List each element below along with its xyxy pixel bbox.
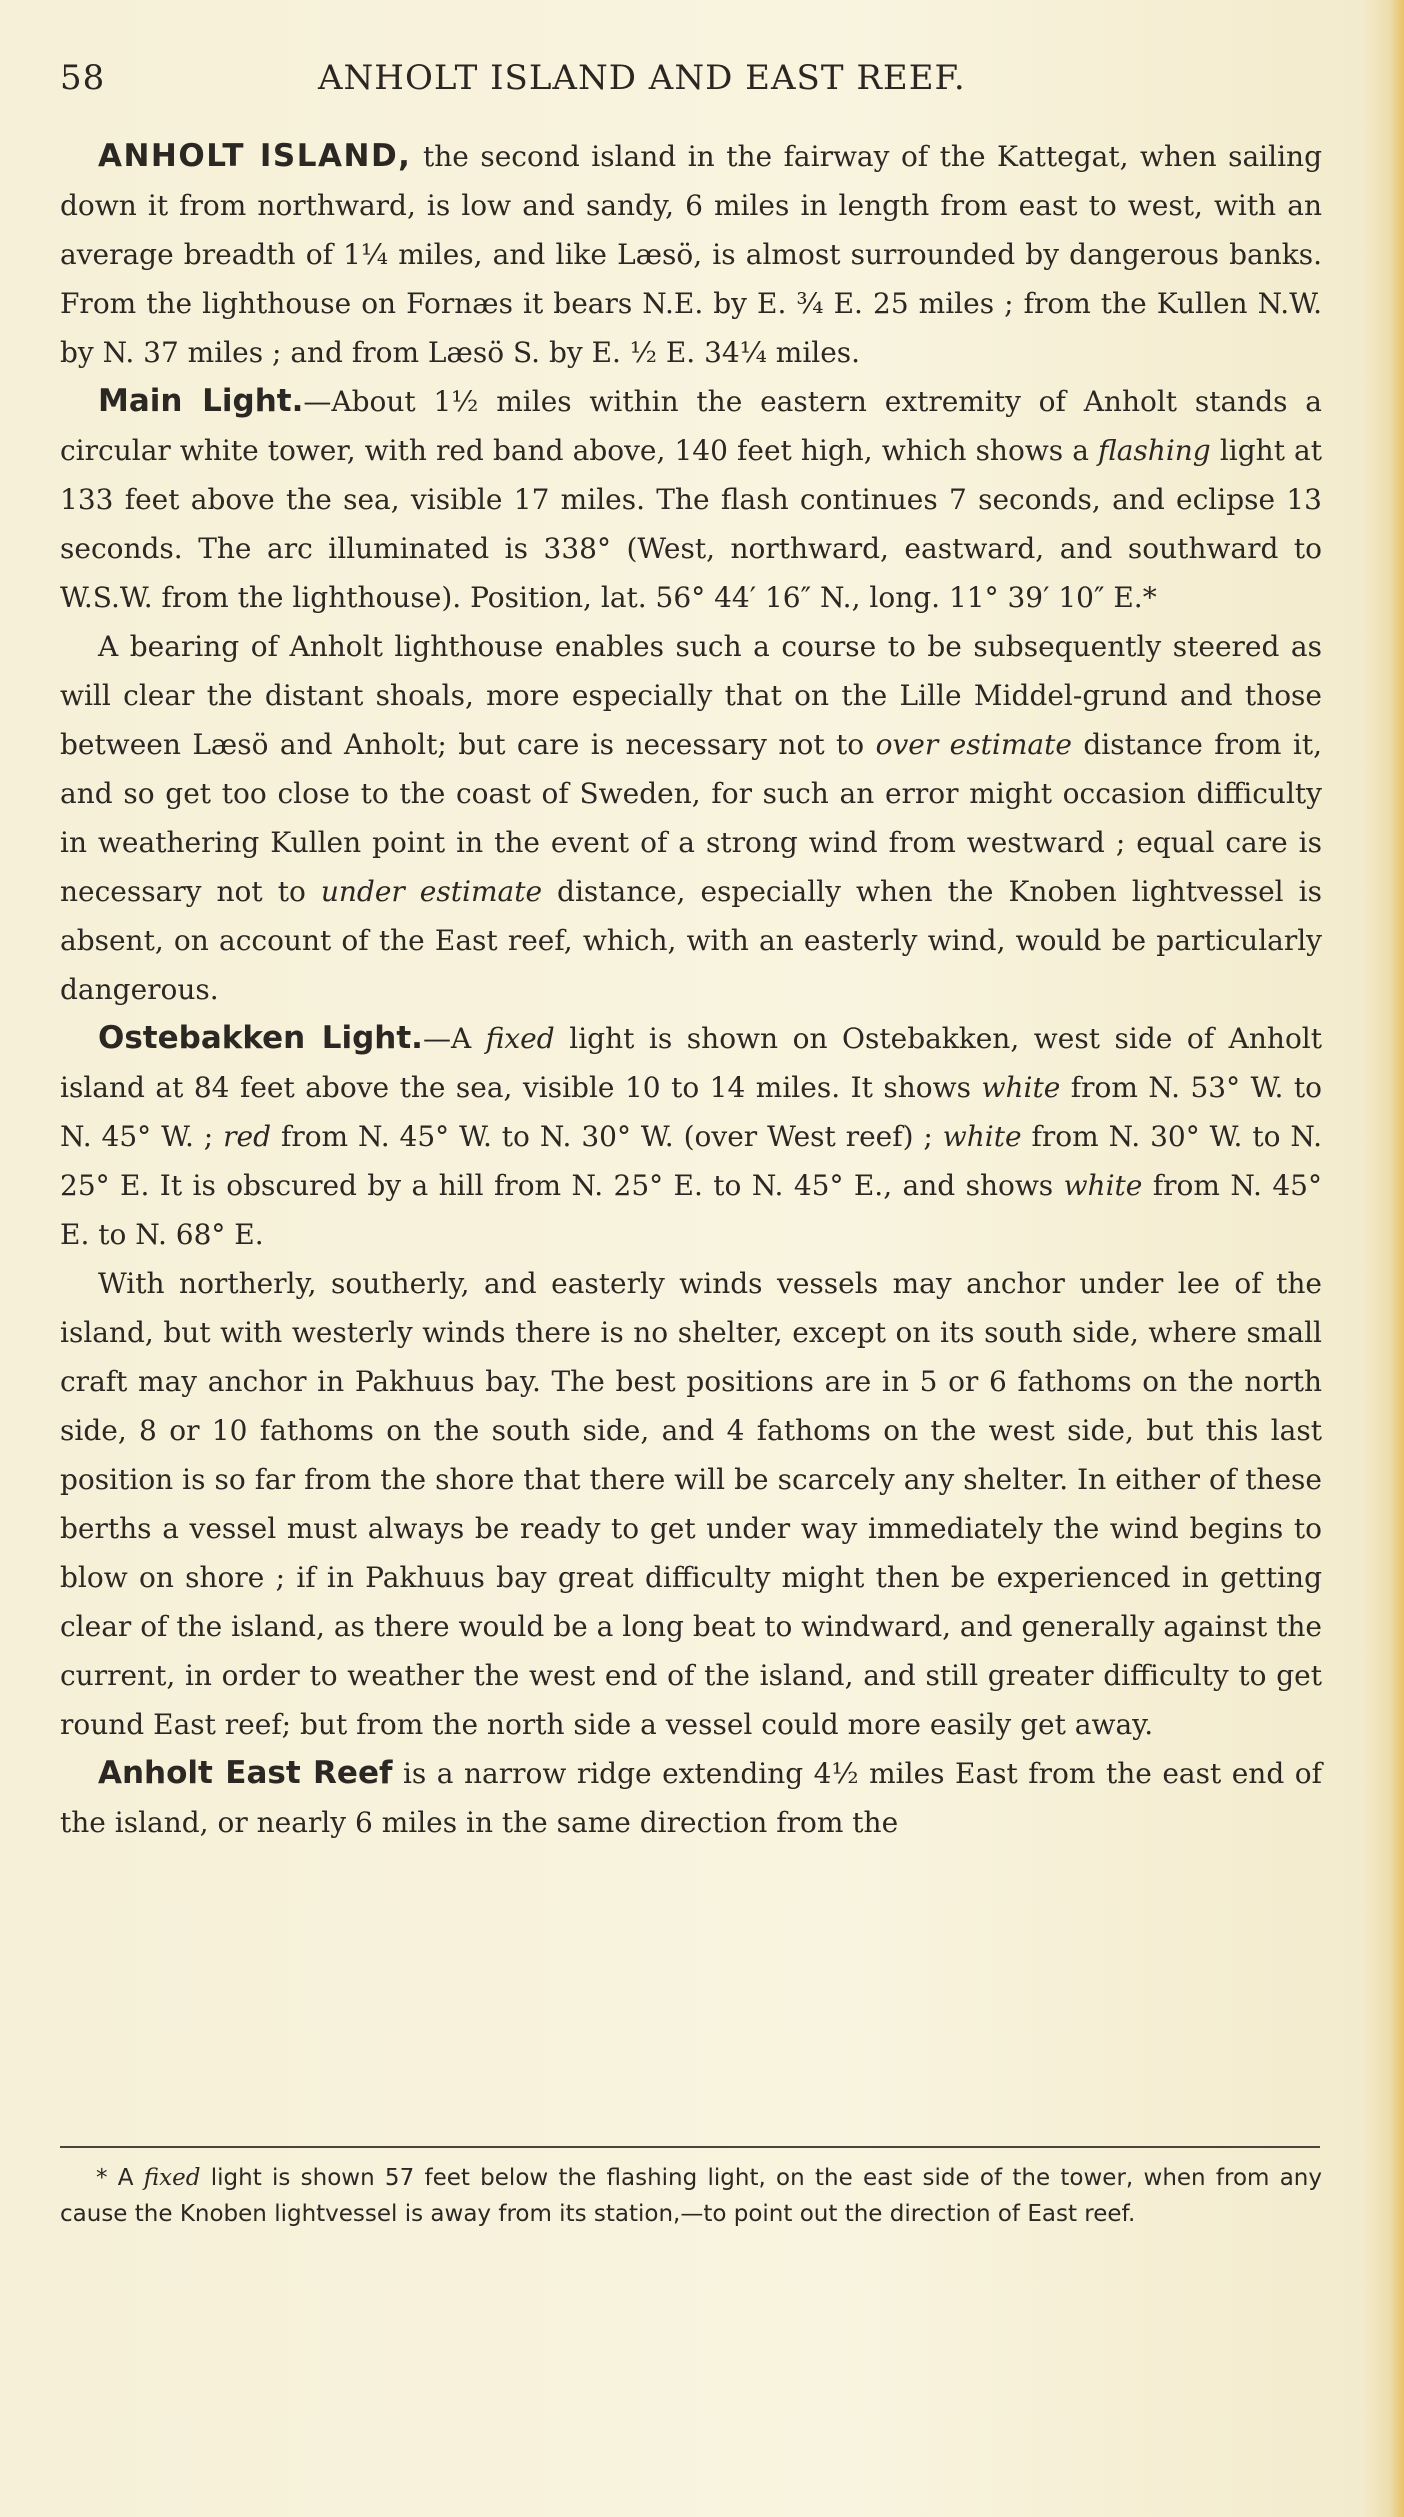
paragraph-text: With northerly, southerly, and easterly winds vessels may anchor under lee of the island, but with westerly winds there is no shelter, except on its south side, where small craft may anchor in Pakhuus bay. The best positions are in 5 or 6 fathoms on the north side, 8 or 10 fathoms on the south side, and 4 fathoms on the west side, but this last position is so far from the shore that there will be scarcely any shelter. In either of these berths a vessel must always be ready to get under way immediately the wind begins to blow on shore ; if in Pakhuus bay great difficulty might then be experienced in getting clear of the island, as there would be a long beat to windward, and generally against the current, in order to weather the west end of the island, and still greater difficulty to get round East reef; but from the north side a vessel could more easily get away. xyxy=(60,1267,1322,1741)
paragraph-text: from N. 45° E. to N. 68° E. xyxy=(60,1169,1322,1251)
paragraph-text: the second island in the fairway of the Kattegat, when sailing down it from northward, is low and sandy, 6 miles in length from east to west, with an average breadth of 1¼ miles, and like Læsö, is almost surrounded by dangerous banks. From the lighthouse on Fornæs it bears N.E. by E. ¾ E. 25 miles ; from the Kullen N.W. by N. 37 miles ; and from Læsö S. by E. ½ E. 34¼ miles. xyxy=(60,140,1322,369)
footnote-marker: * A xyxy=(96,2165,144,2191)
footnote-text: light is shown 57 feet below the flashing light, on the east side of the tower, when from any cause the Knoben lightvessel is away from its station,—to point out the direction of East reef. xyxy=(60,2165,1322,2227)
paragraph-text: distance, especially when the Knoben lightvessel is absent, on account of the East reef, which, with an easterly wind, would be particularly dangerous. xyxy=(60,875,1322,1006)
footnote-paragraph xyxy=(60,2160,1322,2232)
page-number: 58 xyxy=(60,58,106,98)
main-text xyxy=(60,132,1322,1847)
italic-term: white xyxy=(981,1071,1061,1104)
heading-anholt-island: ANHOLT ISLAND, xyxy=(98,138,412,174)
heading-ostebakken-light: Ostebakken Light. xyxy=(98,1020,423,1056)
paragraph-text: —About 1½ miles within the eastern extremity of Anholt stands a circular white tower, with red band above, 140 feet high, which shows a xyxy=(60,385,1322,467)
paragraph-text: A bearing of Anholt lighthouse enables such a course to be subsequently steered as will clear the distant shoals, more especially that on the Lille Middel-grund and those between Læsö and Anholt; but care is necessary not to xyxy=(60,630,1322,761)
paragraph-anchorage xyxy=(60,1259,1322,1749)
paragraph-main-light xyxy=(60,377,1322,622)
paragraph-bearing xyxy=(60,622,1322,1014)
italic-term: over estimate xyxy=(875,728,1072,761)
footnote-divider xyxy=(60,2146,1320,2148)
paragraph-text: —A xyxy=(422,1022,486,1055)
paragraph-ostebakken-light xyxy=(60,1014,1322,1259)
paragraph-text: light is shown on Ostebakken, west side of Anholt island at 84 feet above the sea, visible 10 to 14 miles. It shows xyxy=(60,1022,1323,1104)
italic-term: red xyxy=(223,1120,272,1153)
paragraph-text: from N. 45° W. to N. 30° W. (over West reef) ; xyxy=(271,1120,943,1153)
paragraph-text: distance from it, and so get too close to the coast of Sweden, for such an error might occasion difficulty in weathering Kullen point in the event of a strong wind from westward ; equal care is necessary not to xyxy=(60,728,1322,908)
italic-term: white xyxy=(1063,1169,1143,1202)
italic-term: white xyxy=(942,1120,1022,1153)
paragraph-text: from N. 30° W. to N. 25° E. It is obscured by a hill from N. 25° E. to N. 45° E., and shows xyxy=(60,1120,1322,1202)
paragraph-text: light at 133 feet above the sea, visible 17 miles. The flash continues 7 seconds, and eclipse 13 seconds. The arc illuminated is 338° (West, northward, eastward, and southward to W.S.W. from the lighthouse). Position, lat. 56° 44′ 16″ N., long. 11° 39′ 10″ E.* xyxy=(60,434,1322,614)
page-edge xyxy=(1390,0,1404,2517)
heading-main-light: Main Light. xyxy=(98,383,304,419)
italic-term: fixed xyxy=(485,1022,555,1055)
running-header xyxy=(60,52,1350,112)
heading-anholt-east-reef: Anholt East Reef xyxy=(98,1755,393,1791)
running-title: ANHOLT ISLAND AND EAST REEF. xyxy=(318,58,966,98)
italic-term: flashing xyxy=(1098,434,1211,467)
paragraph-east-reef xyxy=(60,1749,1322,1847)
italic-term: fixed xyxy=(143,2165,201,2191)
footnote xyxy=(60,2160,1322,2232)
paragraph-anholt-island xyxy=(60,132,1322,377)
paragraph-text: from N. 53° W. to N. 45° W. ; xyxy=(60,1071,1322,1153)
paragraph-text: is a narrow ridge extending 4½ miles East from the east end of the island, or nearly 6 miles in the same direction from the xyxy=(60,1757,1322,1839)
italic-term: under estimate xyxy=(320,875,543,908)
